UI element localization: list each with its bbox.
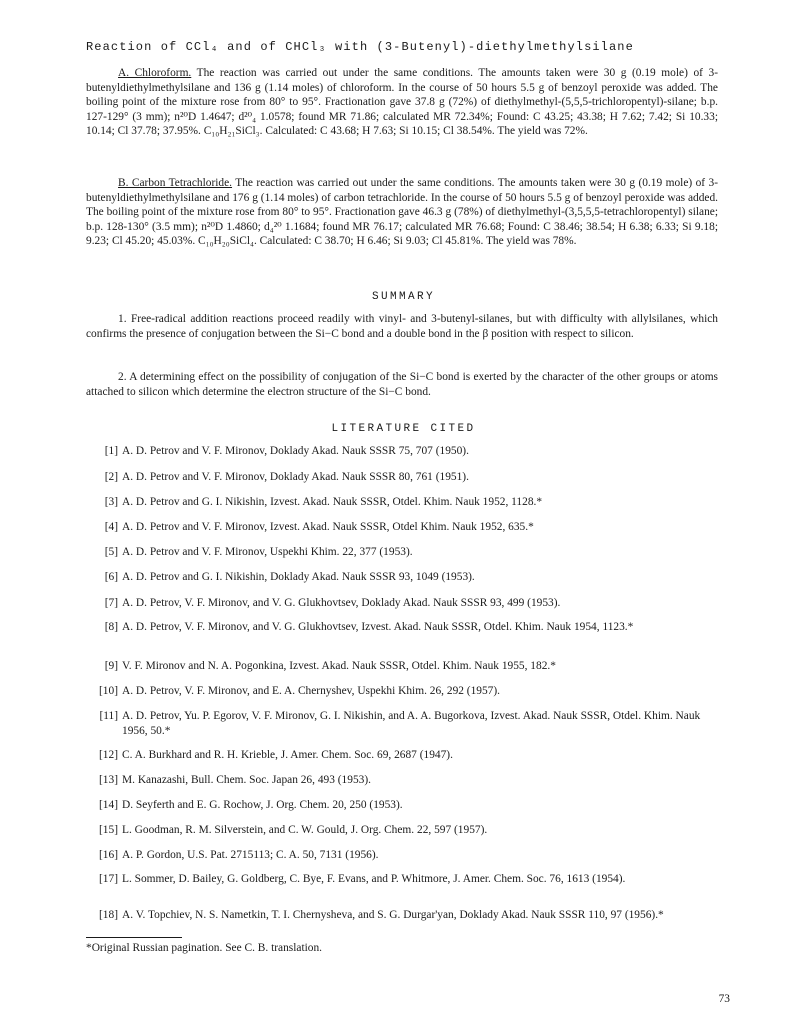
- paragraph-text-ccl4: The reaction was carried out under the same conditions. The amounts taken were 30 g (0.19 mole) of 3-butenyldiethylmethylsilane and 176 g (1.14 moles) of carbon tetrachloride. In the course of 50 hours 5.5 g of benzoyl peroxide was added. The boiling point of the mixture rose from 80° to 95°. Fractionation gave 46.3 g (78%) of diethylmethyl-(3,5,5,5-tetrachloropentyl) silane; b.p. 128-130° (3.5 mm); n²⁰D 1.4860; d₄²⁰ 1.1684; found MR 76.17; calculated MR 76.68; Found: C 38.46; 38.54; H 6.38; 6.33; Si 9.18; 9.23; Cl 45.20; 45.03%. C₁₀H₂₀SiCl₄. Calculated: C 38.70; H 6.46; Si 9.03; Cl 45.81%. The yield was 78%.: [86, 177, 718, 248]
- reference-item: [8] A. D. Petrov, V. F. Mironov, and V. G. Glukhovtsev, Izvest. Akad. Nauk SSSR, Otdel. Khim. Nauk 1954, 1123.*: [104, 621, 634, 633]
- literature-heading: LITERATURE CITED: [331, 423, 476, 435]
- summary-heading: SUMMARY: [371, 291, 435, 303]
- paragraph-text-chloroform: The reaction was carried out under the same conditions. The amounts taken were 30 g (0.19 mole) of 3-butenyldiethylmethylsilane and 136 g (1.14 moles) of chloroform. In the course of 50 hours 5.5 g of benzoyl peroxide was added. The boiling point of the mixture rose from 80° to 95°. Fractionation gave 37.8 g (72%) of diethylmethyl-(5,5,5-trichloropentyl)-silane; b.p. 127-129° (3 mm); n²⁰D 1.4647; d²⁰₄ 1.0578; found MR 71.86; calculated MR 72.34%; Found: C 43.25; 43.38; H 7.62; 7.42; Si 10.33; 10.14; Cl 37.78; 37.95%. C₁₀H₂₁SiCl₃. Calculated: C 43.68; H 7.63; Si 10.15; Cl 38.54%. The yield was 72%.: [86, 67, 718, 138]
- section-heading: Reaction of CCl₄ and of CHCl₃ with (3-Butenyl)-diethylmethylsilane: [86, 40, 634, 54]
- reference-item: [11] A. D. Petrov, Yu. P. Egorov, V. F. Mironov, G. I. Nikishin, and A. A. Bugorkova, Izvest. Akad. Nauk SSSR, Otdel. Khim. Nauk 1956, 50.*: [99, 710, 701, 737]
- reference-item: [3] A. D. Petrov and G. I. Nikishin, Izvest. Akad. Nauk SSSR, Otdel. Khim. Nauk 1952, 1128.*: [104, 496, 543, 508]
- summary-item-1: 1. Free-radical addition reactions proceed readily with vinyl- and 3-butenyl-silanes, but with difficulty with allylsilanes, which confirms the presence of conjugation between the Si−C bond and a double bond in the β position with respect to silicon.: [86, 313, 718, 340]
- reference-item: [7] A. D. Petrov, V. F. Mironov, and V. G. Glukhovtsev, Doklady Akad. Nauk SSSR 93, 499 (1953).: [104, 597, 561, 609]
- footnote-divider: [86, 937, 182, 938]
- paragraph-lead-chloroform: A. Chloroform.: [118, 67, 192, 79]
- paragraph-lead-ccl4: B. Carbon Tetrachloride.: [118, 177, 233, 189]
- reference-item: [17] L. Sommer, D. Bailey, G. Goldberg, C. Bye, F. Evans, and P. Whitmore, J. Amer. Chem. Soc. 76, 1613 (1954).: [99, 873, 626, 885]
- reference-item: [4] A. D. Petrov and V. F. Mironov, Izvest. Akad. Nauk SSSR, Otdel Khim. Nauk 1952, 635.*: [104, 521, 534, 533]
- paragraph-chloroform: [86, 66, 718, 139]
- reference-item: [14] D. Seyferth and E. G. Rochow, J. Org. Chem. 20, 250 (1953).: [99, 799, 403, 811]
- reference-item: [15] L. Goodman, R. M. Silverstein, and C. W. Gould, J. Org. Chem. 22, 597 (1957).: [99, 824, 488, 836]
- reference-item: [2] A. D. Petrov and V. F. Mironov, Doklady Akad. Nauk SSSR 80, 761 (1951).: [104, 471, 469, 483]
- reference-item: [13] M. Kanazashi, Bull. Chem. Soc. Japan 26, 493 (1953).: [99, 774, 371, 786]
- reference-item: [16] A. P. Gordon, U.S. Pat. 2715113; C. A. 50, 7131 (1956).: [99, 849, 379, 861]
- reference-item: [9] V. F. Mironov and N. A. Pogonkina, Izvest. Akad. Nauk SSSR, Otdel. Khim. Nauk 1955, 182.*: [104, 660, 556, 672]
- reference-item: [5] A. D. Petrov and V. F. Mironov, Uspekhi Khim. 22, 377 (1953).: [104, 546, 413, 558]
- page-number: 73: [718, 993, 730, 1005]
- reference-item: [1] A. D. Petrov and V. F. Mironov, Doklady Akad. Nauk SSSR 75, 707 (1950).: [104, 445, 469, 457]
- footnote: *Original Russian pagination. See C. B. translation.: [86, 942, 323, 954]
- reference-item: [18] A. V. Topchiev, N. S. Nametkin, T. I. Chernysheva, and S. G. Durgar'yan, Doklady Akad. Nauk SSSR 110, 97 (1956).*: [99, 909, 664, 921]
- reference-item: [12] C. A. Burkhard and R. H. Krieble, J. Amer. Chem. Soc. 69, 2687 (1947).: [99, 749, 453, 761]
- paragraph-carbon-tetrachloride: [86, 176, 718, 249]
- reference-item: [6] A. D. Petrov and G. I. Nikishin, Doklady Akad. Nauk SSSR 93, 1049 (1953).: [104, 571, 475, 583]
- summary-item-2: 2. A determining effect on the possibility of conjugation of the Si−C bond is exerted by the character of the other groups or atoms attached to silicon which determine the electron structure of the Si−C bond.: [86, 371, 718, 398]
- reference-item: [10] A. D. Petrov, V. F. Mironov, and E. A. Chernyshev, Uspekhi Khim. 26, 292 (1957).: [99, 685, 501, 697]
